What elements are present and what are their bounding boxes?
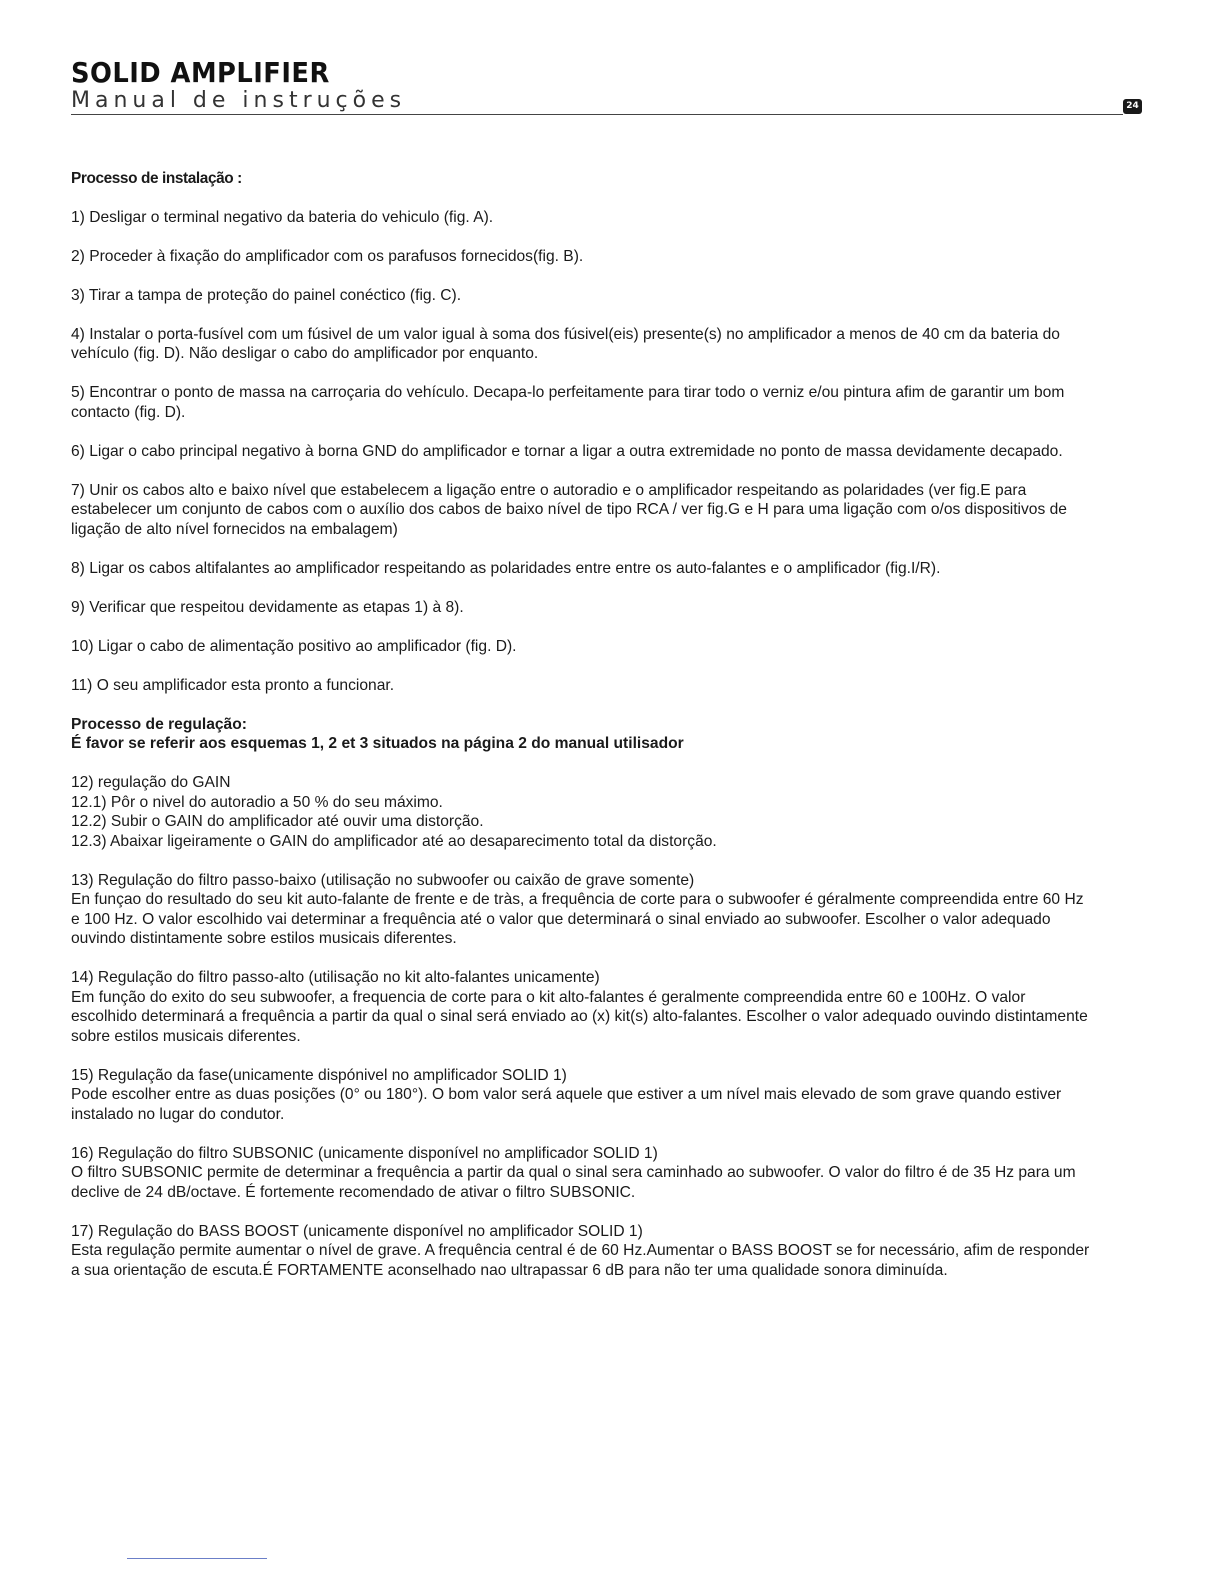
install-step: 1) Desligar o terminal negativo da bateria do vehiculo (fig. A). — [71, 208, 494, 226]
high-pass-body: Em função do exito do seu subwoofer, a frequencia de corte para o kit alto-falantes é geralmente compreendida entre 60 e 100Hz. O valor escolhido determinará a frequência a partir da qual o sinal será enviado ao (x) kit(s) alto-falantes. Escolher o valor adequado ouvindo distintamente sobre estilos musicais diferentes. — [71, 988, 1088, 1045]
subsonic-title: 16) Regulação do filtro SUBSONIC (unicamente disponível no amplificador SOLID 1) — [71, 1144, 658, 1162]
document-title: SOLID AMPLIFIER — [71, 56, 330, 89]
phase-title: 15) Regulação da fase(unicamente dispónivel no amplificador SOLID 1) — [71, 1066, 567, 1084]
bass-boost-body: Esta regulação permite aumentar o nível de grave. A frequência central é de 60 Hz.Aumentar o BASS BOOST se for necessário, afim de responder a sua orientação de escuta.É FORTAMENTE aconselhado nao ultrapassar 6 dB para não ter uma qualidade sonora diminuída. — [71, 1242, 1090, 1279]
header-divider — [71, 114, 1123, 115]
gain-item: 12.1) Pôr o nivel do autoradio a 50 % do seu máximo. — [71, 793, 443, 811]
installation-heading: Processo de instalação : — [71, 170, 242, 187]
install-step: 10) Ligar o cabo de alimentação positivo ao amplificador (fig. D). — [71, 637, 517, 655]
install-step: 8) Ligar os cabos altifalantes ao amplificador respeitando as polaridades entre entre os auto-falantes e o amplificador (fig.I/R). — [71, 559, 941, 577]
phase-body: Pode escolher entre as duas posições (0° ou 180°). O bom valor será aquele que estiver a um nível mais elevado de som grave quando estiver instalado no lugar do condutor. — [71, 1086, 1062, 1123]
low-pass-section — [71, 871, 1091, 949]
footer-divider — [127, 1558, 267, 1559]
bass-boost-title: 17) Regulação do BASS BOOST (unicamente disponível no amplificador SOLID 1) — [71, 1222, 643, 1240]
high-pass-section — [71, 968, 1091, 1046]
install-step: 6) Ligar o cabo principal negativo à borna GND do amplificador e tornar a ligar a outra extremidade no ponto de massa devidamente decapado. — [71, 442, 1063, 460]
regulation-heading: Processo de regulação: — [71, 715, 247, 733]
low-pass-title: 13) Regulação do filtro passo-baixo (utilisação no subwoofer ou caixão de grave somente) — [71, 871, 695, 889]
install-step: 2) Proceder à fixação do amplificador com os parafusos fornecidos(fig. B). — [71, 247, 584, 265]
gain-item: 12.2) Subir o GAIN do amplificador até ouvir uma distorção. — [71, 813, 484, 830]
regulation-subheading: É favor se referir aos esquemas 1, 2 et 3 situados na página 2 do manual utilisador — [71, 735, 684, 752]
install-step: 11) O seu amplificador esta pronto a funcionar. — [71, 676, 395, 694]
regulation-heading-block — [71, 715, 1091, 754]
page-number-badge: 24 — [1123, 99, 1142, 114]
install-step: 9) Verificar que respeitou devidamente as etapas 1) à 8). — [71, 598, 464, 616]
install-step: 7) Unir os cabos alto e baixo nível que estabelecem a ligação entre o autoradio e o amplificador respeitando as polaridades (ver fig.E para estabelecer um conjunto de cabos com o auxílio dos cabos de baixo nível de tipo RCA / ver fig.G e H para uma ligação com o/os dispositivos de ligação de alto nível fornecidos na embalagem) — [71, 481, 1067, 538]
install-step: 5) Encontrar o ponto de massa na carroçaria do vehículo. Decapa-lo perfeitamente para tirar todo o verniz e/ou pintura afim de garantir um bom contacto (fig. D). — [71, 384, 1065, 421]
document-subtitle: Manual de instruções — [71, 88, 407, 113]
document-body — [71, 169, 1091, 1300]
gain-section — [71, 773, 1091, 851]
phase-section — [71, 1066, 1091, 1125]
gain-title: 12) regulação do GAIN — [71, 774, 231, 791]
subsonic-section — [71, 1144, 1091, 1203]
install-step: 3) Tirar a tampa de proteção do painel conéctico (fig. C). — [71, 286, 462, 304]
bass-boost-section — [71, 1222, 1091, 1281]
install-step: 4) Instalar o porta-fusível com um fúsivel de um valor igual à soma dos fúsivel(eis) presente(s) no amplificador a menos de 40 cm da bateria do vehículo (fig. D). Não desligar o cabo do amplificador por enquanto. — [71, 325, 1060, 362]
high-pass-title: 14) Regulação do filtro passo-alto (utilisação no kit alto-falantes unicamente) — [71, 969, 600, 986]
low-pass-body: En funçao do resultado do seu kit auto-falante de frente e de tràs, a frequência de corte para o subwoofer é géralmente compreendida entre 60 Hz e 100 Hz. O valor escolhido vai determinar a frequência até o valor que determinará o sinal enviado ao subwoofer. Escolher o valor adequado ouvindo distintamente sobre estilos musicais diferentes. — [71, 891, 1084, 947]
gain-item: 12.3) Abaixar ligeiramente o GAIN do amplificador até ao desaparecimento total da distorção. — [71, 832, 717, 850]
subsonic-body: O filtro SUBSONIC permite de determinar a frequência a partir da qual o sinal sera caminhado ao subwoofer. O valor do filtro é de 35 Hz para um declive de 24 dB/octave. É fortemente recomendado de ativar o filtro SUBSONIC. — [71, 1164, 1076, 1201]
